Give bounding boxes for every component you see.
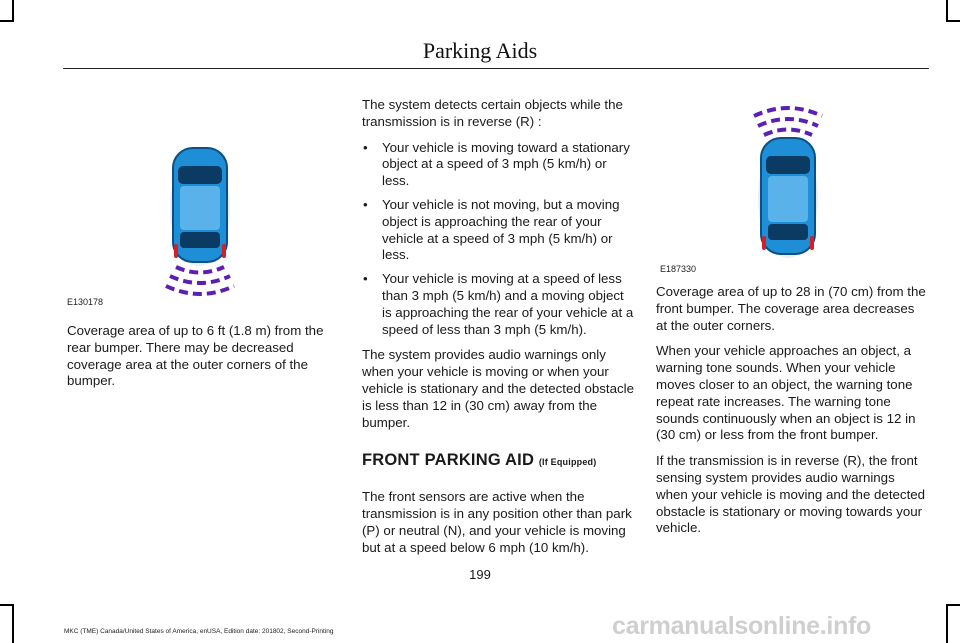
- list-item: • Your vehicle is moving toward a stationary object at a speed of 3 mph (5 km/h) or less.: [362, 140, 634, 190]
- page-number: 199: [469, 567, 491, 582]
- crop-mark: [12, 0, 14, 22]
- crop-mark: [0, 604, 14, 606]
- front-sensor-arcs: [754, 108, 822, 135]
- tail-light-left: [762, 236, 766, 250]
- front-sensors-paragraph: The front sensors are active when the transmission is in any position other than park (P) or neutral (N), and your vehicle is moving but at a speed below 6 mph (10 km/h).: [362, 489, 632, 555]
- section-heading-note: (If Equipped): [538, 457, 597, 468]
- header-divider: [63, 68, 929, 69]
- warning-tone-paragraph: When your vehicle approaches an object, a warning tone sounds. When your vehicle moves closer to an object, the warning tone repeat rate increases. The warning tone sounds continuously when an object is 12 in (30 cm) or less from the front bumper.: [656, 343, 916, 443]
- crop-mark: [946, 604, 948, 643]
- car-rear-window: [768, 224, 808, 240]
- section-heading-title: FRONT PARKING AID: [362, 451, 535, 470]
- crop-mark: [946, 604, 960, 606]
- intro-paragraph: The system detects certain objects while the transmission is in reverse (R) :: [362, 97, 623, 129]
- list-item: • Your vehicle is moving at a speed of less than 3 mph (5 km/h) and a moving object is approaching the rear of your vehicle at a speed of less than 3 mph (5 km/h).: [362, 271, 634, 338]
- tail-light-right: [222, 244, 226, 258]
- tail-light-right: [810, 236, 814, 250]
- watermark: carmanualsonline.info: [612, 612, 872, 640]
- figure-code: E130178: [67, 297, 104, 307]
- audio-warning-paragraph: The system provides audio warnings only when your vehicle is moving or when your vehicle is stationary and the detected obstacle is less than 12 in (30 cm) away from the bumper.: [362, 347, 635, 430]
- rear-coverage-paragraph: Coverage area of up to 6 ft (1.8 m) from the rear bumper. There may be decreased coverage area at the outer corners of the bumper.: [67, 323, 324, 389]
- section-heading: [362, 452, 634, 471]
- tail-light-left: [174, 244, 178, 258]
- front-parking-coverage-illustration: [748, 100, 828, 275]
- crop-mark: [0, 20, 14, 22]
- car-roof: [768, 176, 808, 222]
- car-windshield: [766, 156, 810, 174]
- crop-mark: [946, 0, 948, 22]
- car-rear-window: [180, 232, 220, 248]
- front-coverage-paragraph: Coverage area of up to 28 in (70 cm) from the front bumper. The coverage area decreases at the outer corners.: [656, 284, 926, 333]
- reverse-front-sensing-paragraph: If the transmission is in reverse (R), the front sensing system provides audio warnings when your vehicle is moving and the detected obstacle is stationary or moving towards your vehicle.: [656, 453, 926, 536]
- middle-column: [362, 97, 634, 565]
- crop-mark: [946, 20, 960, 22]
- rear-parking-coverage-illustration: [160, 140, 240, 300]
- rear-sensor-arcs: [166, 267, 234, 294]
- page-title: Parking Aids: [422, 38, 538, 63]
- footer-edition-info: MKC (TME) Canada/United States of America, enUSA, Edition date: 201802, Second-Printing: [64, 628, 334, 635]
- car-roof: [180, 186, 220, 230]
- right-column: [656, 284, 928, 546]
- left-column: [67, 323, 335, 399]
- car-windshield: [178, 166, 222, 184]
- crop-mark: [12, 604, 14, 643]
- figure-code: E187330: [660, 264, 697, 274]
- detection-conditions-list: [362, 140, 634, 339]
- list-item: • Your vehicle is not moving, but a moving object is approaching the rear of your vehicle at a speed of 3 mph (5 km/h) or less.: [362, 197, 634, 264]
